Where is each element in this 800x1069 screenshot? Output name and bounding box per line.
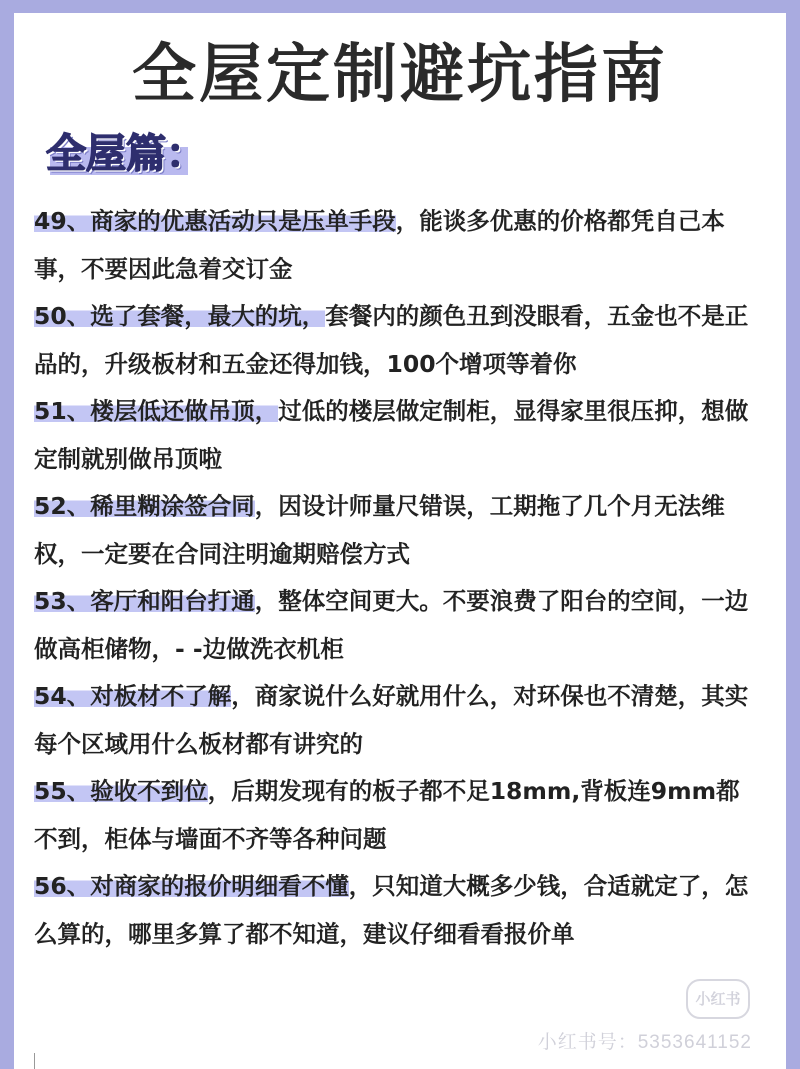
list-item [34, 768, 754, 863]
content-card [14, 13, 786, 1069]
item-highlight: 54、对板材不了解 [34, 682, 232, 710]
item-text: ，后期发现有的板子都不足18mm,背板连9mm都不到，柜体与墙面不齐等各种问题 [34, 777, 740, 853]
list-item [34, 388, 754, 483]
item-highlight: 49、商家的优惠活动只是压单手段 [34, 207, 396, 235]
item-highlight: 56、对商家的报价明细看不懂 [34, 872, 349, 900]
item-highlight: 51、楼层低还做吊顶， [34, 397, 279, 425]
item-text: ，因设计师量尺错误，工期拖了几个月无法维权，一定要在合同注明逾期赔偿方式 [34, 492, 725, 568]
watermark-id: 小红书号：5353641152 [537, 1032, 752, 1053]
item-text: ，能谈多优惠的价格都凭自己本事，不要因此急着交订金 [34, 207, 725, 283]
list-item [34, 863, 754, 958]
item-text: ，商家说什么好就用什么，对环保也不清楚，其实每个区域用什么板材都有讲究的 [34, 682, 749, 758]
item-text: 套餐内的颜色丑到没眼看，五金也不是正品的，升级板材和五金还得加钱，100个增项等着你 [34, 302, 749, 378]
watermark-logo: 小红书 [686, 979, 750, 1019]
list-item [34, 293, 754, 388]
item-text: 过低的楼层做定制柜，显得家里很压抑，想做定制就别做吊顶啦 [34, 397, 749, 473]
item-highlight: 50、选了套餐，最大的坑， [34, 302, 326, 330]
item-highlight: 52、稀里糊涂签合同 [34, 492, 255, 520]
section-header [46, 125, 206, 183]
list-item [34, 673, 754, 768]
list-item [34, 483, 754, 578]
item-text: ，只知道大概多少钱，合适就定了，怎么算的，哪里多算了都不知道，建议仔细看看报价单 [34, 872, 749, 948]
list-item [34, 198, 754, 293]
item-text: ，整体空间更大。不要浪费了阳台的空间，一边做高柜储物，- -边做洗衣机柜 [34, 587, 749, 663]
list-item [34, 578, 754, 673]
tips-list [34, 198, 754, 958]
item-highlight: 55、验收不到位 [34, 777, 208, 805]
section-title: 全屋篇： [46, 131, 206, 177]
corner-divider [34, 1053, 35, 1069]
page-title: 全屋定制避坑指南 [132, 38, 668, 112]
item-highlight: 53、客厅和阳台打通 [34, 587, 255, 615]
